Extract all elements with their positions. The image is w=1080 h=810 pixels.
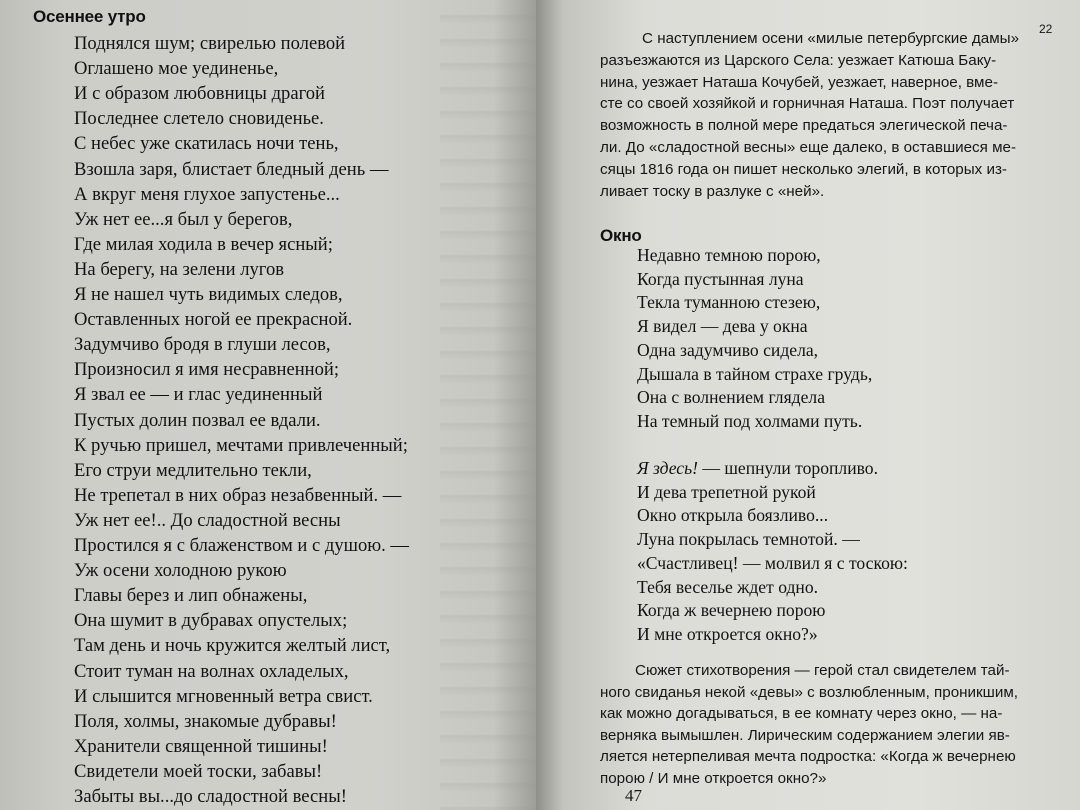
prose-line: Сюжет стихотворения — герой стал свидетелем тай- [635, 662, 1010, 679]
poem-line: И дева трепетной рукой [637, 481, 816, 502]
poem-line: Тебя веселье ждет одно. [637, 576, 819, 597]
poem-line: Дышала в тайном страхе грудь, [637, 363, 873, 384]
poem-title-autumn-morning: Осеннее утро [33, 7, 146, 26]
poem-line: Когда ж вечернею порою [637, 600, 826, 621]
prose-line: разъезжаются из Царского Села: уезжает Катюша Баку- [600, 51, 997, 69]
poem-line: На темный под холмами путь. [637, 410, 863, 431]
poem-line: Оглашено мое уединенье, [74, 58, 279, 80]
prose-line: сте со своей хозяйкой и горничная Наташа. Поэт получает [600, 95, 1015, 113]
prose-line: как можно догадываться, в ее комнату через окно, — на- [600, 705, 1003, 723]
poem-line: Поднялся шум; свирелью полевой [74, 33, 346, 54]
line-remainder: — шепнули торопливо. [697, 458, 879, 478]
prose-line: ного свиданья некой «девы» с возлюбленным, проникшим, [600, 683, 1018, 701]
prose-line: сяцы 1816 года он пишет несколько элегий, в которых из- [600, 160, 1007, 178]
poem-line: Простился я с блаженством и с душою. — [74, 535, 410, 556]
poem-line: Я звал ее — и глас уединенный [74, 384, 323, 406]
poem-line: А вкруг меня глухое запустенье... [74, 183, 340, 205]
poem-line: И мне откроется окно?» [637, 623, 818, 644]
italic-exclamation: Я здесь! [637, 458, 698, 478]
right-page [536, 0, 1080, 810]
poem-line: Уж нет ее!.. До сладостной весны [74, 509, 341, 531]
poem-line: Текла туманною стезею, [637, 292, 821, 313]
prose-line: возможность в полной мере предаться элегической печа- [600, 117, 1008, 135]
poem-line: Она с волнением глядела [637, 387, 826, 408]
poem-line: Одна задумчиво сидела, [637, 339, 819, 360]
prose-line: нина, уезжает Наташа Кочубей, уезжает, наверное, вме- [600, 73, 999, 91]
poem-line: Произносил я имя несравненной; [74, 359, 340, 381]
poem-line: С небес уже скатилась ночи тень, [74, 133, 339, 155]
poem-line: К ручью пришел, мечтами привлеченный; [74, 434, 408, 456]
poem-line: Пустых долин позвал ее вдали. [74, 409, 321, 431]
poem-line: Она шумит в дубравах опустелых; [74, 610, 348, 632]
poem-line: Я видел — дева у окна [637, 316, 808, 337]
poem-line: Свидетели моей тоски, забавы! [74, 760, 323, 782]
poem-line: Стоит туман на волнах охладелых, [74, 660, 349, 682]
poem-line: Задумчиво бродя в глуши лесов, [74, 334, 331, 356]
poem-line: И с образом любовницы драгой [74, 83, 325, 105]
poem-line: Оставленных ногой ее прекрасной. [74, 309, 353, 331]
poem-line: Главы берез и лип обнажены, [74, 585, 308, 607]
prose-line: порою / И мне откроется окно?» [600, 770, 827, 787]
left-page [0, 0, 536, 810]
poem-line: Хранители священной тишины! [74, 735, 328, 757]
poem-line: Когда пустынная луна [637, 268, 804, 289]
poem-line: На берегу, на зелени лугов [74, 258, 285, 280]
poem-line: «Счастливец! — молвил я с тоскою: [637, 552, 908, 573]
poem-line: Я не нашел чуть видимых следов, [74, 284, 343, 305]
poem-line: Уж нет ее...я был у берегов, [74, 208, 293, 230]
page-number: 47 [625, 786, 642, 805]
poem-line: Поля, холмы, знакомые дубравы! [74, 710, 337, 732]
poem-line: Где милая ходила в вечер ясный; [74, 233, 333, 255]
poem-line: Уж осени холодною рукою [74, 560, 287, 582]
poem-line: Луна покрылась темнотой. — [637, 529, 860, 550]
footnote-reference: 22 [1039, 22, 1053, 36]
poem-line [637, 458, 878, 479]
prose-line: ляется нетерпеливая мечта подростка: «Когда ж вечернею [600, 748, 1016, 766]
poem-line: Его струи медлительно текли, [74, 459, 312, 481]
prose-line: ли. До «сладостной весны» еще далеко, в оставшиеся ме- [600, 139, 1017, 156]
poem-line: Забыты вы...до сладостной весны! [74, 786, 347, 807]
prose-line: С наступлением осени «милые петербургские дамы» [642, 30, 1020, 47]
poem-line: И слышится мгновенный ветра свист. [74, 685, 373, 707]
poem-title-window: Окно [600, 226, 642, 245]
poem-line: Взошла заря, блистает бледный день — [74, 158, 389, 180]
show-through-text [440, 0, 536, 810]
poem-line: Последнее слетело сновиденье. [74, 108, 324, 130]
poem-line: Недавно темною порою, [637, 245, 821, 265]
poem-line: Окно открыла боязливо... [637, 505, 829, 526]
poem-line: Там день и ночь кружится желтый лист, [74, 635, 391, 657]
poem-line: Не трепетал в них образ незабвенный. — [74, 484, 402, 506]
prose-line: верняка вымышлен. Лирическим содержанием элегии яв- [600, 726, 1010, 744]
prose-line: ливает тоску в разлуке с «ней». [600, 182, 825, 200]
